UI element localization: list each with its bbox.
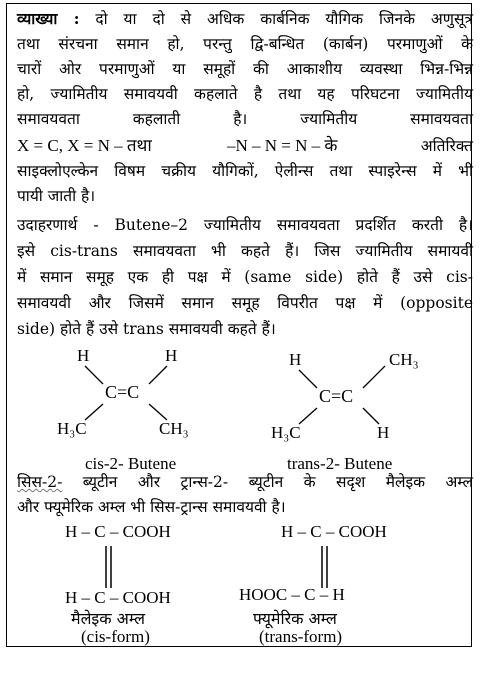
comparison-line-2: और फ्यूमेरिक अम्ल भी सिस-ट्रान्स समावयवी है। (17, 498, 286, 516)
fumaric-trans-form: (trans-form) (259, 627, 343, 646)
example-line-1: उदाहरणार्थ - Butene–2 ज्यामितीय समावयवता प्रदर्शित करती है। (17, 216, 473, 234)
trans-butene-structure (269, 346, 439, 446)
trans-bond-tl (299, 370, 317, 388)
example-line-2: इसे cis-trans समावयवता भी कहते हैं। जिस ज्यामितीय समायवी (17, 242, 473, 260)
paragraph-line-5: समावयवता कहलाती है। ज्यामितीय समावयवता (17, 110, 473, 128)
cis-top-left-h: H (77, 346, 90, 365)
paragraph-line-8: पायी जाती है। (17, 187, 96, 205)
trans-double-bond: C=C (319, 386, 354, 406)
cis-bottom-right-ch3: CH₃ (159, 419, 189, 438)
paragraph-tail: अतिरिक्त (420, 137, 473, 155)
comparison-line-1 (17, 471, 473, 493)
cis-top-right-h: H (165, 346, 178, 365)
trans-bond-br (363, 408, 379, 424)
paragraph-line-4: हो, ज्यामितीय समावयवी कहलाते है तथा यह परिघटना ज्यामितीय (17, 85, 473, 103)
maleic-double-bond (99, 544, 119, 590)
example-line-4: समावयवी और जिसमें समान समूह विपरीत पक्ष में (opposite (17, 294, 473, 312)
cis-bond-tr (149, 366, 167, 384)
trans-bottom-left-ch3: H₃C (271, 423, 301, 442)
paragraph-text: दो या दो से अधिक कार्बनिक यौगिक जिनके अणुसूत्र (79, 10, 473, 28)
cis-butene-name: cis-2- Butene (85, 454, 177, 473)
cis-2-word: सिस-2- (17, 473, 63, 491)
comparison-text: ब्यूटीन और ट्रान्स-2- ब्यूटीन के सदृश मैलेइक अम्ल (62, 473, 473, 491)
vyakhya-label: व्याख्या : (17, 9, 80, 28)
example-line-5: side) होते हैं उसे trans समावयवी कहते हैं। (17, 320, 276, 338)
trans-bond-bl (299, 408, 317, 424)
paragraph-line-3: चारों ओर परमाणुओं या समूहों की आकाशीय व्यवस्था भिन्न-भिन्न (17, 60, 473, 78)
maleic-cis-form: (cis-form) (81, 627, 150, 646)
fumaric-double-bond (315, 544, 335, 590)
paragraph-line-1 (17, 8, 473, 30)
trans-top-right-ch3: CH₃ (389, 350, 419, 369)
cis-bond-br (149, 404, 167, 420)
content-frame (6, 3, 472, 647)
fumaric-acid-name: फ्यूमेरिक अम्ल (253, 609, 337, 628)
maleic-bottom-group: H – C – COOH (65, 588, 171, 607)
maleic-top-group: H – C – COOH (65, 522, 171, 541)
maleic-acid-name: मैलेइक अम्ल (71, 609, 145, 628)
trans-butene-name: trans-2- Butene (287, 454, 393, 473)
cis-butene-structure (47, 342, 207, 442)
cis-double-bond: C=C (105, 382, 140, 402)
formula-xc-xn: X = C, X = N – तथा (17, 136, 152, 155)
cis-bottom-left-ch3: H₃C (57, 419, 87, 438)
formula-nnn: –N – N = N – के (227, 136, 338, 155)
cis-bond-tl (85, 366, 103, 384)
cis-bond-bl (85, 404, 103, 420)
example-line-3: में समान समूह एक ही पक्ष में (same side) होते हैं उसे cis- (17, 268, 473, 286)
paragraph-line-7: साइक्लोएल्केन विषम चक्रीय यौगिकों, ऐलीन्स तथा स्पाइरेन्स में भी (17, 162, 473, 180)
fumaric-top-group: H – C – COOH (281, 522, 387, 541)
trans-bond-tr (363, 366, 385, 388)
trans-bottom-right-h: H (377, 423, 390, 442)
trans-top-left-h: H (289, 350, 302, 369)
fumaric-bottom-group: HOOC – C – H (239, 585, 345, 604)
paragraph-line-2: तथा संरचना समान हो, परन्तु द्वि-बन्धित (कार्बन) परमाणुओं के (17, 35, 473, 53)
